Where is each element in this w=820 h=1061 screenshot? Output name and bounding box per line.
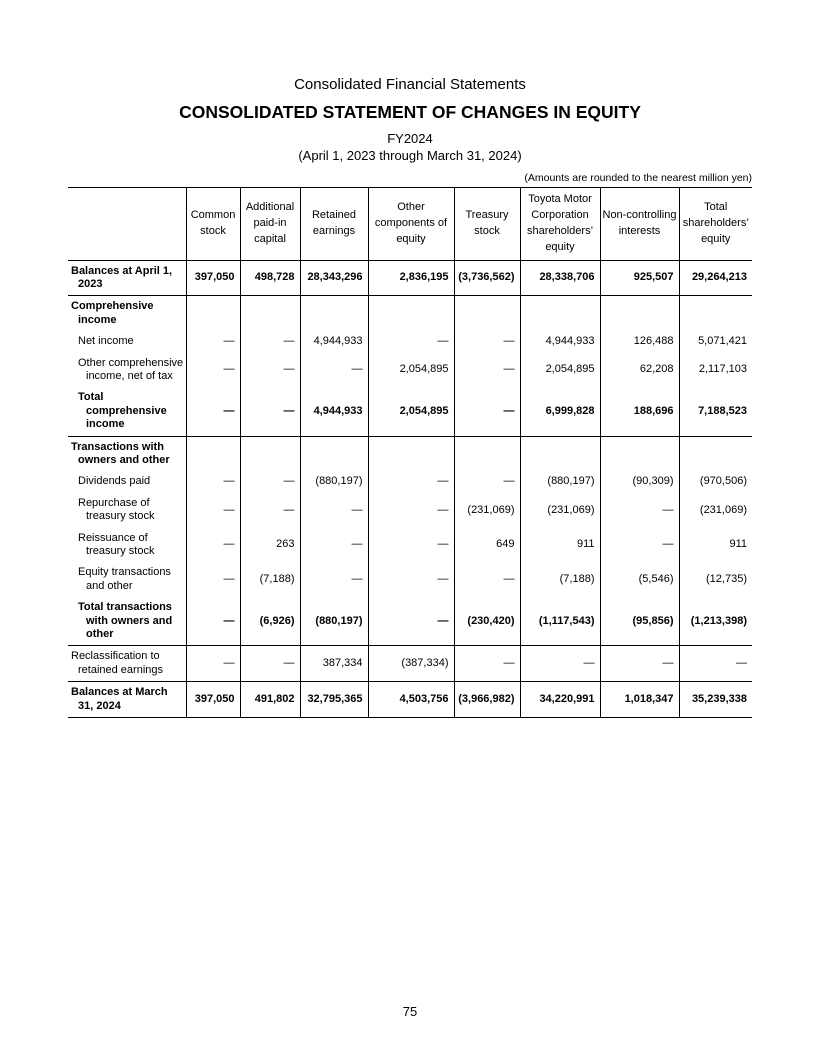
column-header: Toyota Motor Corporation shareholders’ equity <box>520 187 600 260</box>
table-body <box>68 260 752 718</box>
cell <box>520 296 600 331</box>
cell: (230,420) <box>454 597 520 646</box>
cell <box>679 436 752 471</box>
cell: — <box>300 562 368 597</box>
cell: — <box>600 528 679 563</box>
table-row <box>68 471 752 492</box>
cell: 491,802 <box>240 682 300 718</box>
row-label: Transactions with owners and other <box>71 440 170 466</box>
cell: 188,696 <box>600 387 679 436</box>
cell: — <box>368 562 454 597</box>
cell: — <box>454 471 520 492</box>
cell <box>679 296 752 331</box>
cell: 6,999,828 <box>520 387 600 436</box>
cell: — <box>240 353 300 388</box>
table-row <box>68 682 752 718</box>
cell: 126,488 <box>600 331 679 352</box>
cell <box>240 296 300 331</box>
table-row <box>68 296 752 331</box>
cell <box>368 436 454 471</box>
cell: (3,966,982) <box>454 682 520 718</box>
cell: — <box>240 646 300 682</box>
cell: 397,050 <box>186 260 240 296</box>
table-row <box>68 436 752 471</box>
cell: — <box>454 353 520 388</box>
cell: (90,309) <box>600 471 679 492</box>
cell: — <box>679 646 752 682</box>
cell <box>240 436 300 471</box>
cell: — <box>600 493 679 528</box>
cell: — <box>520 646 600 682</box>
cell: 4,503,756 <box>368 682 454 718</box>
cell: (7,188) <box>520 562 600 597</box>
cell: 35,239,338 <box>679 682 752 718</box>
cell: — <box>368 528 454 563</box>
cell: 498,728 <box>240 260 300 296</box>
row-label: Other comprehensive income, net of tax <box>78 356 184 382</box>
table-row <box>68 331 752 352</box>
period: (April 1, 2023 through March 31, 2024) <box>298 147 522 163</box>
title-block <box>179 76 641 165</box>
row-label: Repurchase of treasury stock <box>78 496 155 523</box>
cell: — <box>186 493 240 528</box>
row-label: Total comprehensive income <box>68 387 186 436</box>
cell: (880,197) <box>300 597 368 646</box>
row-label-header <box>68 187 186 260</box>
cell <box>186 436 240 471</box>
column-header: Retained earnings <box>300 187 368 260</box>
cell: 32,795,365 <box>300 682 368 718</box>
cell: — <box>368 597 454 646</box>
cell: — <box>454 331 520 352</box>
cell: — <box>186 331 240 352</box>
cell: 4,944,933 <box>520 331 600 352</box>
cell: (5,546) <box>600 562 679 597</box>
cell: — <box>600 646 679 682</box>
row-label: Reclassification to retained earnings <box>68 646 186 682</box>
row-label: Total transactions with owners and other <box>68 597 186 646</box>
cell: 4,944,933 <box>300 331 368 352</box>
cell: 4,944,933 <box>300 387 368 436</box>
table-row <box>68 646 752 682</box>
cell: 387,334 <box>300 646 368 682</box>
cell: 2,836,195 <box>368 260 454 296</box>
cell: — <box>240 471 300 492</box>
cell: — <box>186 646 240 682</box>
column-header: Treasury stock <box>454 187 520 260</box>
cell: — <box>240 331 300 352</box>
cell <box>186 296 240 331</box>
cell <box>300 436 368 471</box>
cell: 649 <box>454 528 520 563</box>
cell: — <box>454 646 520 682</box>
row-label: Comprehensive income <box>71 300 154 326</box>
cell: 2,117,103 <box>679 353 752 388</box>
cell: 1,018,347 <box>600 682 679 718</box>
row-label: Net income <box>78 335 134 348</box>
rounding-note: (Amounts are rounded to the nearest million yen) <box>524 171 752 184</box>
cell <box>368 296 454 331</box>
cell: 925,507 <box>600 260 679 296</box>
cell: — <box>186 353 240 388</box>
cell: (231,069) <box>454 493 520 528</box>
cell: 7,188,523 <box>679 387 752 436</box>
cell: — <box>454 387 520 436</box>
cell <box>300 296 368 331</box>
page-number: 75 <box>402 1004 418 1019</box>
column-header: Total shareholders’ equity <box>679 187 752 260</box>
cell: — <box>240 493 300 528</box>
page-title: CONSOLIDATED STATEMENT OF CHANGES IN EQUITY <box>179 102 641 122</box>
section-title: Consolidated Financial Statements <box>294 76 526 93</box>
cell: (880,197) <box>300 471 368 492</box>
cell: (6,926) <box>240 597 300 646</box>
cell: (95,856) <box>600 597 679 646</box>
cell: 28,338,706 <box>520 260 600 296</box>
table-row <box>68 493 752 528</box>
cell: — <box>454 562 520 597</box>
table-row <box>68 528 752 563</box>
cell: (387,334) <box>368 646 454 682</box>
row-label: Reissuance of treasury stock <box>78 531 155 558</box>
column-header: Additional paid-in capital <box>240 187 300 260</box>
fiscal-year: FY2024 <box>387 131 433 146</box>
cell <box>454 296 520 331</box>
cell: 29,264,213 <box>679 260 752 296</box>
row-label: Balances at March 31, 2024 <box>68 682 186 718</box>
cell: 2,054,895 <box>368 387 454 436</box>
cell: — <box>300 493 368 528</box>
cell: (1,213,398) <box>679 597 752 646</box>
cell: 911 <box>679 528 752 563</box>
cell: 911 <box>520 528 600 563</box>
cell: (970,506) <box>679 471 752 492</box>
cell: 5,071,421 <box>679 331 752 352</box>
cell: — <box>240 387 300 436</box>
cell: — <box>300 353 368 388</box>
cell <box>600 296 679 331</box>
cell: (1,117,543) <box>520 597 600 646</box>
cell: — <box>186 597 240 646</box>
table-header <box>68 187 752 260</box>
table-row <box>68 387 752 436</box>
cell: — <box>368 331 454 352</box>
row-label: Dividends paid <box>78 475 151 488</box>
table-row <box>68 353 752 388</box>
cell: 2,054,895 <box>520 353 600 388</box>
row-label: Equity transactions and other <box>78 566 171 592</box>
cell <box>520 436 600 471</box>
statement-content <box>68 172 752 718</box>
cell: (7,188) <box>240 562 300 597</box>
cell: (231,069) <box>520 493 600 528</box>
cell: — <box>186 471 240 492</box>
equity-table <box>68 187 752 718</box>
header-row <box>68 187 752 260</box>
row-label: Balances at April 1, 2023 <box>68 260 186 296</box>
cell: (12,735) <box>679 562 752 597</box>
column-header: Common stock <box>186 187 240 260</box>
column-header: Other components of equity <box>368 187 454 260</box>
cell: 397,050 <box>186 682 240 718</box>
cell <box>600 436 679 471</box>
cell: — <box>368 493 454 528</box>
cell: — <box>300 528 368 563</box>
table-row <box>68 562 752 597</box>
cell: — <box>186 387 240 436</box>
cell <box>454 436 520 471</box>
cell: 34,220,991 <box>520 682 600 718</box>
cell: 263 <box>240 528 300 563</box>
cell: 2,054,895 <box>368 353 454 388</box>
cell: — <box>368 471 454 492</box>
cell: — <box>186 528 240 563</box>
table-row <box>68 260 752 296</box>
cell: 62,208 <box>600 353 679 388</box>
cell: (3,736,562) <box>454 260 520 296</box>
table-row <box>68 597 752 646</box>
cell: (231,069) <box>679 493 752 528</box>
cell: 28,343,296 <box>300 260 368 296</box>
cell: — <box>186 562 240 597</box>
column-header: Non-controlling interests <box>600 187 679 260</box>
cell: (880,197) <box>520 471 600 492</box>
